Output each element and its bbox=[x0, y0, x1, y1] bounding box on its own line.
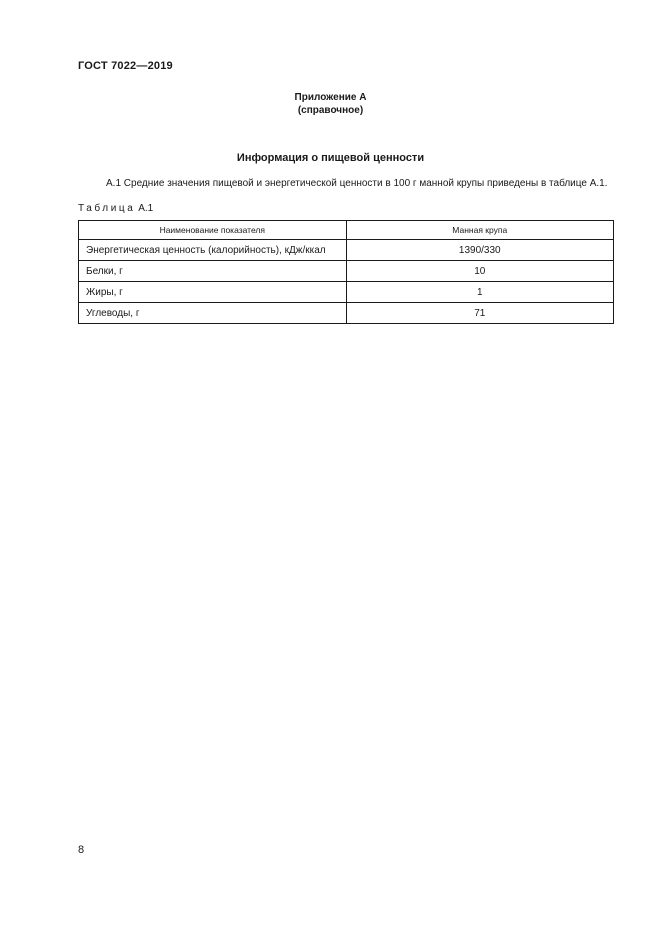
row-indicator-name: Углеводы, г bbox=[79, 303, 347, 324]
table-row bbox=[79, 282, 614, 303]
appendix-heading bbox=[0, 91, 661, 117]
nutrition-table bbox=[78, 220, 614, 324]
page-number: 8 bbox=[78, 844, 85, 856]
table-caption bbox=[78, 203, 153, 214]
table-caption-label: Таблица bbox=[78, 203, 136, 214]
row-value: 10 bbox=[346, 261, 613, 282]
column-header-semolina: Манная крупа bbox=[346, 221, 613, 240]
table-caption-number: А.1 bbox=[138, 203, 154, 214]
row-value: 71 bbox=[346, 303, 613, 324]
table-row bbox=[79, 303, 614, 324]
row-value: 1 bbox=[346, 282, 613, 303]
table-row bbox=[79, 261, 614, 282]
column-header-indicator: Наименование показателя bbox=[79, 221, 347, 240]
section-title: Информация о пищевой ценности bbox=[236, 152, 425, 164]
table-row bbox=[79, 240, 614, 261]
appendix-kind: (справочное) bbox=[297, 105, 364, 116]
body-paragraph: А.1 Средние значения пищевой и энергетической ценности в 100 г манной крупы приведены в таблице А.1. bbox=[106, 178, 608, 189]
standard-code: ГОСТ 7022—2019 bbox=[78, 60, 173, 72]
appendix-title: Приложение А bbox=[294, 92, 367, 103]
row-indicator-name: Энергетическая ценность (калорийность), кДж/ккал bbox=[79, 240, 347, 261]
row-value: 1390/330 bbox=[346, 240, 613, 261]
row-indicator-name: Жиры, г bbox=[79, 282, 347, 303]
table-header-row bbox=[79, 221, 614, 240]
row-indicator-name: Белки, г bbox=[79, 261, 347, 282]
